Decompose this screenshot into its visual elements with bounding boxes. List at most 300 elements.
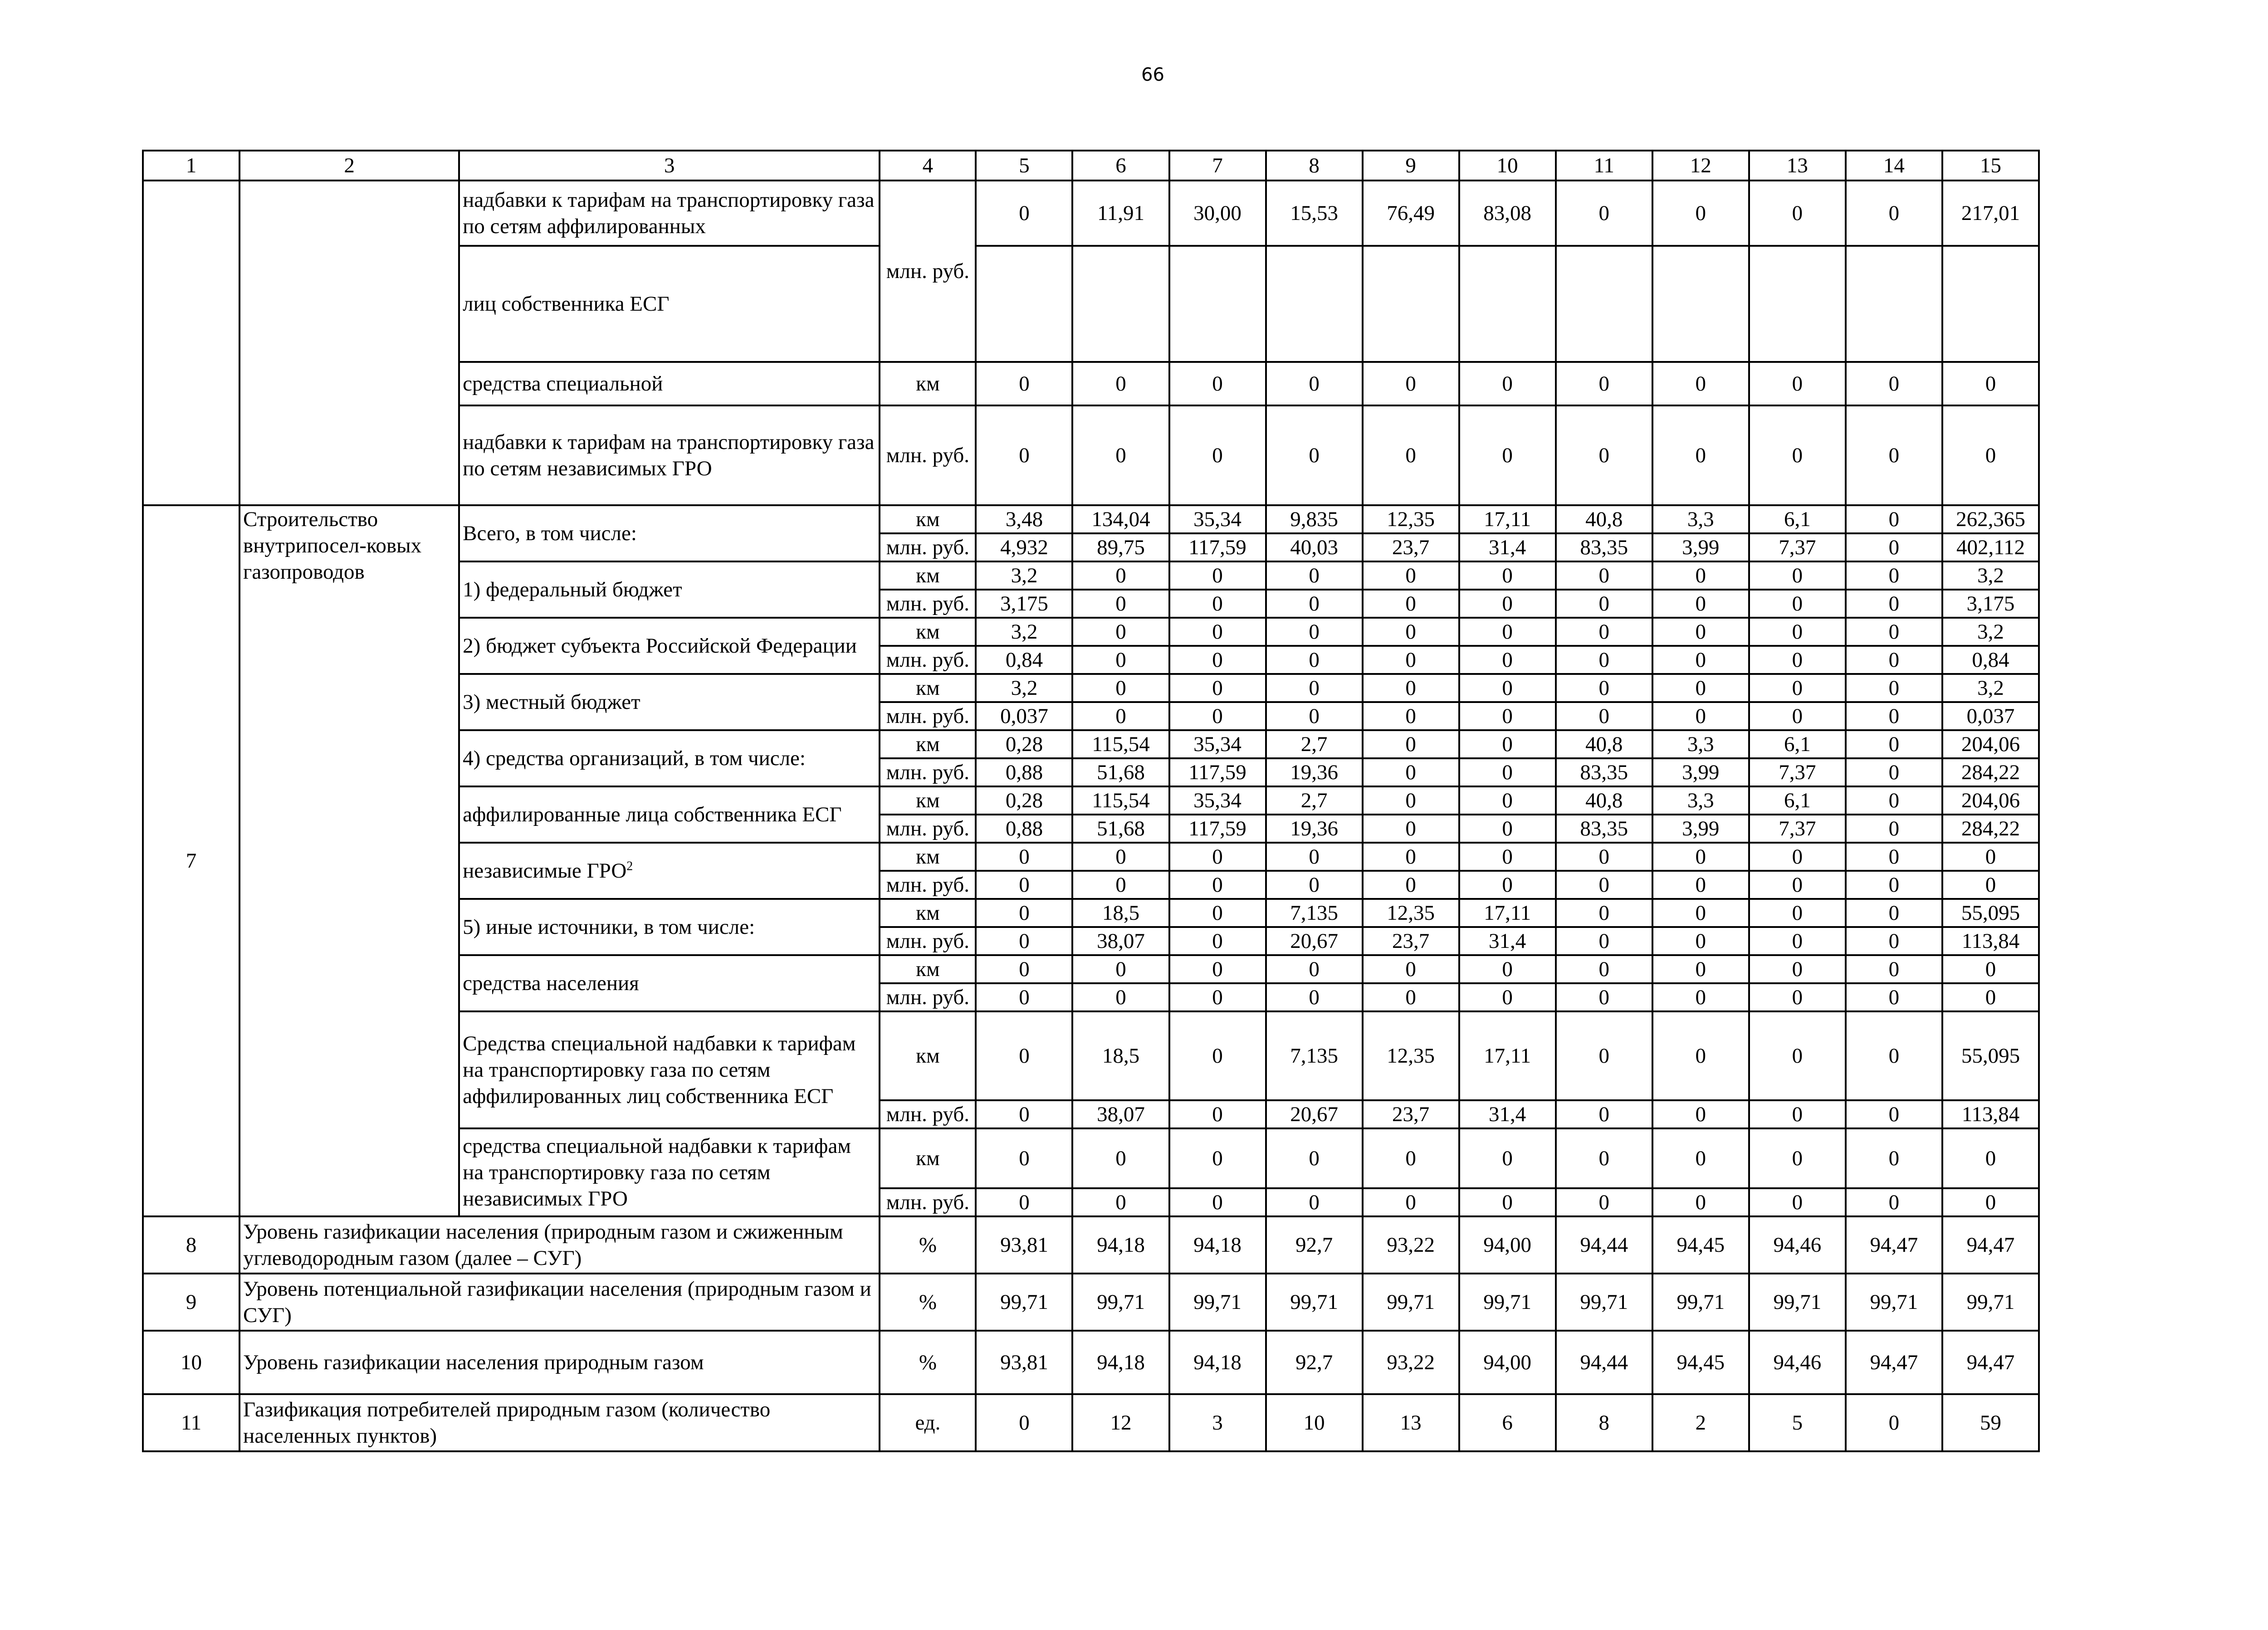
value-cell: 99,71 [1459, 1274, 1556, 1331]
value-cell: 0 [976, 1100, 1072, 1128]
value-cell: 0 [1363, 702, 1459, 730]
value-cell: 0 [1556, 618, 1652, 646]
row-label: Уровень газификации населения природным газом [240, 1331, 880, 1394]
value-cell: 0,28 [976, 730, 1072, 758]
value-cell: 15,53 [1266, 181, 1363, 246]
value-cell: 0 [1072, 590, 1169, 618]
value-cell: 0 [1652, 618, 1749, 646]
value-cell: 17,11 [1459, 1011, 1556, 1100]
value-cell: 0 [1846, 1011, 1942, 1100]
header-row [143, 151, 2039, 181]
value-cell: 89,75 [1072, 533, 1169, 561]
empty-cell [1266, 246, 1363, 362]
row-label: 4) средства организаций, в том числе: [459, 730, 880, 786]
value-cell: 0 [1846, 983, 1942, 1011]
row-label: Газификация потребителей природным газом (количество населенных пунктов) [240, 1394, 880, 1451]
value-cell: 0 [1266, 561, 1363, 590]
unit-cell: млн. руб. [880, 646, 976, 674]
value-cell: 76,49 [1363, 181, 1459, 246]
value-cell: 0 [1072, 561, 1169, 590]
value-cell: 0 [1169, 1100, 1266, 1128]
column-number-header: 6 [1072, 151, 1169, 181]
unit-cell: млн. руб. [880, 758, 976, 786]
value-cell: 0 [1556, 1100, 1652, 1128]
value-cell: 0 [1749, 181, 1846, 246]
value-cell: 0 [976, 955, 1072, 983]
value-cell: 92,7 [1266, 1331, 1363, 1394]
value-cell: 0 [1846, 899, 1942, 927]
value-cell: 35,34 [1169, 786, 1266, 815]
unit-cell: км [880, 843, 976, 871]
value-cell: 0 [1266, 674, 1363, 702]
value-cell: 20,67 [1266, 927, 1363, 955]
row-label: 3) местный бюджет [459, 674, 880, 730]
value-cell: 83,35 [1556, 533, 1652, 561]
value-cell: 117,59 [1169, 815, 1266, 843]
value-cell: 0 [1169, 674, 1266, 702]
value-cell: 0 [1363, 871, 1459, 899]
value-cell: 31,4 [1459, 1100, 1556, 1128]
value-cell: 94,45 [1652, 1216, 1749, 1274]
value-cell: 3,2 [976, 561, 1072, 590]
value-cell: 0 [1652, 1188, 1749, 1216]
value-cell: 2 [1652, 1394, 1749, 1451]
value-cell: 0 [976, 362, 1072, 405]
value-cell: 0 [1072, 646, 1169, 674]
unit-cell: млн. руб. [880, 181, 976, 362]
value-cell: 0 [1556, 405, 1652, 505]
value-cell: 0 [1169, 871, 1266, 899]
value-cell: 0 [1266, 1128, 1363, 1188]
value-cell: 0 [1072, 843, 1169, 871]
value-cell: 0 [1169, 927, 1266, 955]
unit-cell: млн. руб. [880, 927, 976, 955]
column-number-header: 4 [880, 151, 976, 181]
value-cell: 0 [1556, 899, 1652, 927]
value-cell: 0 [1556, 702, 1652, 730]
value-cell: 94,44 [1556, 1216, 1652, 1274]
value-cell: 0 [1652, 674, 1749, 702]
value-cell: 0 [1652, 362, 1749, 405]
row-label-text: независимые ГРО [463, 859, 627, 883]
value-cell: 0 [1846, 927, 1942, 955]
value-cell: 40,03 [1266, 533, 1363, 561]
column-number-header: 11 [1556, 151, 1652, 181]
value-cell: 0 [1846, 702, 1942, 730]
value-cell: 40,8 [1556, 505, 1652, 533]
value-cell: 10 [1266, 1394, 1363, 1451]
value-cell: 17,11 [1459, 899, 1556, 927]
value-cell: 6 [1459, 1394, 1556, 1451]
value-cell: 0 [1846, 1100, 1942, 1128]
unit-cell: млн. руб. [880, 815, 976, 843]
value-cell: 11,91 [1072, 181, 1169, 246]
value-cell: 0 [1363, 618, 1459, 646]
value-cell: 18,5 [1072, 899, 1169, 927]
empty-cell [1652, 246, 1749, 362]
value-cell: 0 [1556, 362, 1652, 405]
value-cell: 0 [1459, 815, 1556, 843]
value-cell: 113,84 [1942, 927, 2039, 955]
value-cell: 0 [1072, 618, 1169, 646]
value-cell: 20,67 [1266, 1100, 1363, 1128]
value-cell: 262,365 [1942, 505, 2039, 533]
value-cell: 93,22 [1363, 1216, 1459, 1274]
value-cell: 0 [1846, 871, 1942, 899]
value-cell: 0 [1459, 561, 1556, 590]
value-cell: 0 [1846, 786, 1942, 815]
value-cell: 38,07 [1072, 927, 1169, 955]
value-cell: 0 [1072, 983, 1169, 1011]
value-cell: 0 [1749, 927, 1846, 955]
value-cell: 94,45 [1652, 1331, 1749, 1394]
column-number-header: 1 [143, 151, 240, 181]
value-cell: 3,2 [1942, 561, 2039, 590]
value-cell: 3,3 [1652, 730, 1749, 758]
value-cell: 51,68 [1072, 758, 1169, 786]
value-cell: 113,84 [1942, 1100, 2039, 1128]
value-cell: 0 [1169, 899, 1266, 927]
empty-cell [1363, 246, 1459, 362]
value-cell: 17,11 [1459, 505, 1556, 533]
value-cell: 31,4 [1459, 533, 1556, 561]
value-cell: 0 [1846, 730, 1942, 758]
row-label: Уровень газификации населения (природным газом и сжиженным углеводородным газом (далее – СУГ) [240, 1216, 880, 1274]
value-cell: 0,84 [976, 646, 1072, 674]
value-cell: 0 [1556, 1011, 1652, 1100]
value-cell: 0 [1459, 674, 1556, 702]
value-cell: 0 [976, 927, 1072, 955]
value-cell: 12,35 [1363, 1011, 1459, 1100]
value-cell: 19,36 [1266, 758, 1363, 786]
value-cell: 134,04 [1072, 505, 1169, 533]
value-cell: 55,095 [1942, 1011, 2039, 1100]
unit-cell: млн. руб. [880, 533, 976, 561]
value-cell: 55,095 [1942, 899, 2039, 927]
value-cell: 0 [1169, 362, 1266, 405]
value-cell: 6,1 [1749, 505, 1846, 533]
row-label: Уровень потенциальной газификации населения (природным газом и СУГ) [240, 1274, 880, 1331]
value-cell: 0 [1556, 927, 1652, 955]
value-cell: 12,35 [1363, 505, 1459, 533]
value-cell: 0 [1169, 646, 1266, 674]
value-cell: 51,68 [1072, 815, 1169, 843]
value-cell: 0 [976, 405, 1072, 505]
value-cell: 94,47 [1846, 1331, 1942, 1394]
table-row [143, 505, 2039, 533]
column-number-header: 13 [1749, 151, 1846, 181]
value-cell: 0 [1072, 955, 1169, 983]
value-cell: 0 [1556, 1188, 1652, 1216]
value-cell: 0 [1749, 1011, 1846, 1100]
value-cell: 31,4 [1459, 927, 1556, 955]
value-cell: 0 [1942, 362, 2039, 405]
row-label: надбавки к тарифам на транспортировку газа по сетям независимых ГРО [459, 405, 880, 505]
table-row [143, 1274, 2039, 1331]
unit-cell: % [880, 1274, 976, 1331]
value-cell: 0 [1363, 983, 1459, 1011]
value-cell: 83,35 [1556, 815, 1652, 843]
value-cell: 0 [1846, 1128, 1942, 1188]
value-cell: 83,08 [1459, 181, 1556, 246]
value-cell: 0 [1169, 561, 1266, 590]
value-cell: 40,8 [1556, 730, 1652, 758]
value-cell: 94,18 [1072, 1331, 1169, 1394]
value-cell: 0 [1749, 646, 1846, 674]
value-cell: 3,175 [976, 590, 1072, 618]
value-cell: 0 [1749, 405, 1846, 505]
value-cell: 99,71 [1266, 1274, 1363, 1331]
unit-cell: км [880, 786, 976, 815]
empty-num-cell [143, 181, 240, 505]
unit-cell: км [880, 362, 976, 405]
value-cell: 0 [1169, 1128, 1266, 1188]
value-cell: 7,135 [1266, 1011, 1363, 1100]
value-cell: 0 [976, 1011, 1072, 1100]
value-cell: 3,99 [1652, 758, 1749, 786]
value-cell: 0 [1266, 405, 1363, 505]
value-cell: 217,01 [1942, 181, 2039, 246]
value-cell: 0 [1652, 955, 1749, 983]
unit-cell: млн. руб. [880, 1188, 976, 1216]
value-cell: 94,00 [1459, 1331, 1556, 1394]
value-cell: 0 [1459, 871, 1556, 899]
value-cell: 7,37 [1749, 533, 1846, 561]
value-cell: 0 [1363, 646, 1459, 674]
value-cell: 0 [1846, 533, 1942, 561]
value-cell: 0 [1652, 927, 1749, 955]
value-cell: 0 [1652, 702, 1749, 730]
value-cell: 0 [1072, 674, 1169, 702]
value-cell: 7,37 [1749, 758, 1846, 786]
value-cell: 0 [1749, 618, 1846, 646]
value-cell: 0 [1169, 955, 1266, 983]
unit-cell: км [880, 561, 976, 590]
value-cell: 99,71 [1363, 1274, 1459, 1331]
value-cell: 3,2 [1942, 618, 2039, 646]
unit-cell: км [880, 899, 976, 927]
value-cell: 94,47 [1942, 1331, 2039, 1394]
value-cell: 94,47 [1846, 1216, 1942, 1274]
value-cell: 0 [1749, 1128, 1846, 1188]
value-cell: 0 [1942, 405, 2039, 505]
empty-cell [976, 246, 1072, 362]
value-cell: 3,2 [976, 674, 1072, 702]
value-cell: 0 [1169, 1188, 1266, 1216]
unit-cell: км [880, 730, 976, 758]
empty-name-cell [240, 181, 459, 505]
value-cell: 94,18 [1169, 1331, 1266, 1394]
value-cell: 0 [1652, 899, 1749, 927]
row-label: средства специальной [459, 362, 880, 405]
value-cell: 94,18 [1072, 1216, 1169, 1274]
value-cell: 0 [1749, 871, 1846, 899]
value-cell: 0,88 [976, 758, 1072, 786]
value-cell: 0 [1749, 362, 1846, 405]
value-cell: 0 [1169, 983, 1266, 1011]
value-cell: 0 [1072, 1128, 1169, 1188]
value-cell: 0 [1363, 1188, 1459, 1216]
value-cell: 3,48 [976, 505, 1072, 533]
value-cell: 0 [1459, 646, 1556, 674]
value-cell: 0 [976, 983, 1072, 1011]
empty-cell [1942, 246, 2039, 362]
value-cell: 0 [1363, 561, 1459, 590]
value-cell: 93,22 [1363, 1331, 1459, 1394]
value-cell: 0 [1459, 758, 1556, 786]
value-cell: 6,1 [1749, 730, 1846, 758]
value-cell: 0 [1363, 786, 1459, 815]
value-cell: 38,07 [1072, 1100, 1169, 1128]
value-cell: 0 [1266, 1188, 1363, 1216]
value-cell: 35,34 [1169, 730, 1266, 758]
value-cell: 115,54 [1072, 730, 1169, 758]
column-number-header: 15 [1942, 151, 2039, 181]
value-cell: 3,2 [976, 618, 1072, 646]
unit-cell: км [880, 1128, 976, 1188]
value-cell: 0 [1556, 955, 1652, 983]
value-cell: 0 [1363, 405, 1459, 505]
value-cell: 2,7 [1266, 730, 1363, 758]
value-cell: 0 [1556, 181, 1652, 246]
value-cell: 94,00 [1459, 1216, 1556, 1274]
value-cell: 0 [976, 1394, 1072, 1451]
row-number: 11 [143, 1394, 240, 1451]
value-cell: 0,88 [976, 815, 1072, 843]
column-number-header: 12 [1652, 151, 1749, 181]
value-cell: 93,81 [976, 1331, 1072, 1394]
unit-cell: млн. руб. [880, 871, 976, 899]
value-cell: 0 [1072, 871, 1169, 899]
value-cell: 18,5 [1072, 1011, 1169, 1100]
value-cell: 0 [1749, 674, 1846, 702]
value-cell: 23,7 [1363, 1100, 1459, 1128]
value-cell: 0 [1846, 758, 1942, 786]
value-cell: 117,59 [1169, 758, 1266, 786]
value-cell: 284,22 [1942, 815, 2039, 843]
value-cell: 0 [1556, 1128, 1652, 1188]
unit-cell: км [880, 505, 976, 533]
empty-cell [1556, 246, 1652, 362]
value-cell: 0 [1749, 1188, 1846, 1216]
value-cell: 0 [1942, 1128, 2039, 1188]
value-cell: 4,932 [976, 533, 1072, 561]
value-cell: 0 [1072, 1188, 1169, 1216]
row-label: Всего, в том числе: [459, 505, 880, 561]
empty-cell [1169, 246, 1266, 362]
column-number-header: 5 [976, 151, 1072, 181]
value-cell: 0 [1846, 405, 1942, 505]
value-cell: 0 [1652, 181, 1749, 246]
value-cell: 402,112 [1942, 533, 2039, 561]
value-cell: 0 [1942, 983, 2039, 1011]
value-cell: 9,835 [1266, 505, 1363, 533]
row-number: 8 [143, 1216, 240, 1274]
value-cell: 0 [1556, 561, 1652, 590]
value-cell: 0 [1846, 1394, 1942, 1451]
value-cell: 0 [976, 843, 1072, 871]
unit-cell: км [880, 1011, 976, 1100]
value-cell: 3,175 [1942, 590, 2039, 618]
unit-cell: млн. руб. [880, 405, 976, 505]
value-cell: 0 [1749, 561, 1846, 590]
value-cell: 3,99 [1652, 533, 1749, 561]
value-cell: 99,71 [1749, 1274, 1846, 1331]
value-cell: 99,71 [1556, 1274, 1652, 1331]
value-cell: 0 [1749, 955, 1846, 983]
value-cell: 0 [1749, 983, 1846, 1011]
unit-cell: млн. руб. [880, 702, 976, 730]
row-number: 10 [143, 1331, 240, 1394]
value-cell: 0 [1556, 871, 1652, 899]
value-cell: 0 [1459, 983, 1556, 1011]
value-cell: 0 [976, 1128, 1072, 1188]
row-label: лиц собственника ЕСГ [459, 246, 880, 362]
gasification-table [142, 150, 2040, 1452]
value-cell: 0 [1749, 702, 1846, 730]
value-cell: 94,47 [1942, 1216, 2039, 1274]
row-label: 5) иные источники, в том числе: [459, 899, 880, 955]
value-cell: 0 [1459, 362, 1556, 405]
column-number-header: 2 [240, 151, 459, 181]
row-label [459, 843, 880, 899]
value-cell: 0 [1459, 1128, 1556, 1188]
table-row [143, 1216, 2039, 1274]
value-cell: 0 [1072, 702, 1169, 730]
value-cell: 35,34 [1169, 505, 1266, 533]
table-body [143, 151, 2039, 1451]
value-cell: 0 [1363, 1128, 1459, 1188]
value-cell: 0 [1652, 561, 1749, 590]
unit-cell: % [880, 1331, 976, 1394]
value-cell: 0,28 [976, 786, 1072, 815]
value-cell: 0 [1846, 815, 1942, 843]
value-cell: 0 [1846, 561, 1942, 590]
page-number: 66 [1141, 64, 1164, 85]
unit-cell: млн. руб. [880, 1100, 976, 1128]
value-cell: 94,46 [1749, 1216, 1846, 1274]
value-cell: 0 [1556, 646, 1652, 674]
value-cell: 0 [1846, 590, 1942, 618]
value-cell: 0,037 [976, 702, 1072, 730]
column-number-header: 7 [1169, 151, 1266, 181]
unit-cell: ед. [880, 1394, 976, 1451]
value-cell: 0 [1556, 590, 1652, 618]
empty-cell [1459, 246, 1556, 362]
value-cell: 0 [1749, 590, 1846, 618]
value-cell: 0 [1459, 618, 1556, 646]
value-cell: 0 [1846, 618, 1942, 646]
value-cell: 94,18 [1169, 1216, 1266, 1274]
value-cell: 284,22 [1942, 758, 2039, 786]
value-cell: 0 [1363, 955, 1459, 983]
value-cell: 13 [1363, 1394, 1459, 1451]
value-cell: 0 [1749, 843, 1846, 871]
value-cell: 40,8 [1556, 786, 1652, 815]
unit-cell: млн. руб. [880, 983, 976, 1011]
value-cell: 0 [1652, 871, 1749, 899]
value-cell: 0 [1169, 618, 1266, 646]
value-cell: 0 [1363, 843, 1459, 871]
value-cell: 0 [1459, 702, 1556, 730]
unit-cell: км [880, 674, 976, 702]
value-cell: 99,71 [1846, 1274, 1942, 1331]
value-cell: 0 [976, 899, 1072, 927]
value-cell: 99,71 [1942, 1274, 2039, 1331]
row-label: надбавки к тарифам на транспортировку газа по сетям аффилированных [459, 181, 880, 246]
value-cell: 0 [1266, 702, 1363, 730]
value-cell: 23,7 [1363, 927, 1459, 955]
